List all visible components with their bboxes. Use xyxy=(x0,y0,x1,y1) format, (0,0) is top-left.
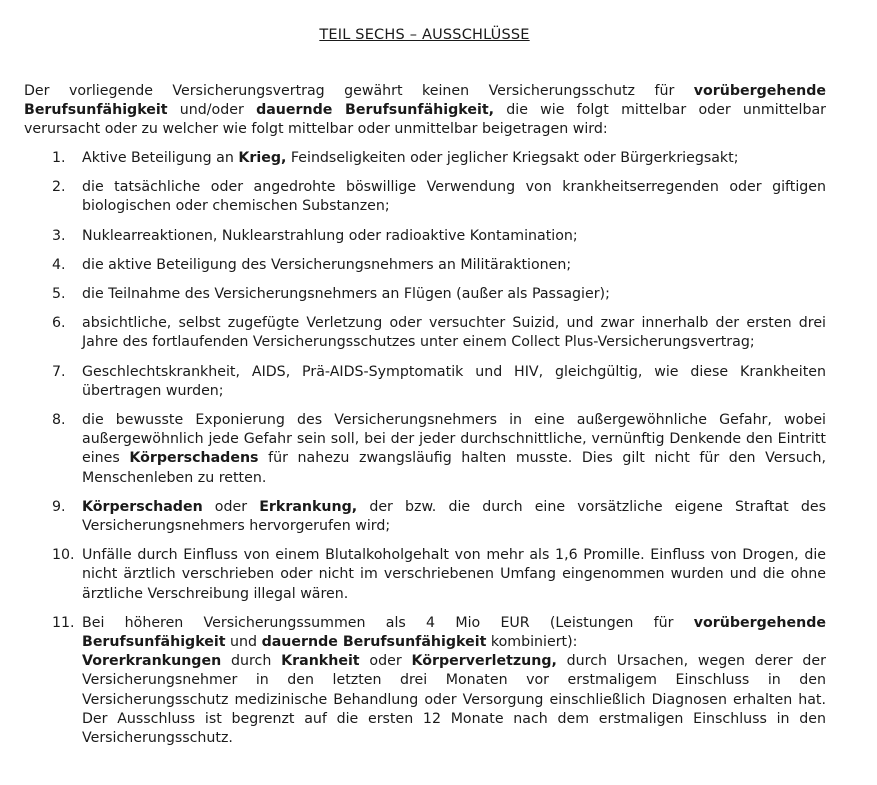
list-item-11 xyxy=(24,614,826,748)
list-item-text: für nahezu zwangsläufig halten musste. Dies gilt nicht für den Versuch, Menschenleben zu retten. xyxy=(82,450,826,486)
list-item-3 xyxy=(24,227,826,246)
list-item-number: 7. xyxy=(52,363,66,380)
list-item-number: 9. xyxy=(52,498,66,515)
list-item-number: 1. xyxy=(52,150,66,166)
list-item-6 xyxy=(24,314,826,352)
list-item-text: die aktive Beteiligung des Versicherungsnehmers an Militäraktionen; xyxy=(82,256,572,273)
list-item-10 xyxy=(24,546,826,604)
exclusion-list xyxy=(24,149,826,748)
list-item-8 xyxy=(24,411,826,488)
list-item-text: absichtliche, selbst zugefügte Verletzung oder versuchter Suizid, und zwar innerhalb der ersten drei Jahre des fortlaufenden Versicherungsschutzes unter einem Collect Plus-Versicherungsvertrag; xyxy=(82,315,826,351)
list-item-bold: Körperverletzung, xyxy=(411,653,557,670)
list-item-paragraph-2 xyxy=(82,652,826,748)
list-item-5 xyxy=(24,285,826,304)
list-item-bold: Vorerkrankungen xyxy=(82,653,222,670)
section-heading: TEIL SECHS – AUSSCHLÜSSE xyxy=(319,27,530,43)
list-item-text: die tatsächliche oder angedrohte böswillige Verwendung von krankheitserregenden oder giftigen biologischen oder chemischen Substanzen; xyxy=(82,179,826,215)
intro-paragraph xyxy=(24,82,826,140)
list-item-text: Feindseligkeiten oder jeglicher Kriegsakt oder Bürgerkriegsakt; xyxy=(286,150,739,166)
list-item-number: 5. xyxy=(52,286,66,303)
list-item-4 xyxy=(24,256,826,275)
list-item-text: kombiniert): xyxy=(486,634,578,651)
list-item-number: 2. xyxy=(52,179,66,196)
intro-bold-1: vorübergehende Berufsunfähigkeit xyxy=(24,83,826,119)
list-item-text: Unfälle durch Einfluss von einem Blutalkoholgehalt von mehr als 1,6 Promille. Einfluss von Drogen, die nicht ärztlich verschrieben oder nicht im verschriebenen Umfang eingenommen wurden und die ohne ärztliche Verschreibung illegal wären. xyxy=(82,547,826,602)
intro-text-1: Der vorliegende Versicherungsvertrag gewährt keinen Versicherungsschutz für xyxy=(24,83,694,99)
list-item-text: die bewusste Exponierung des Versicherungsnehmers in eine außergewöhnliche Gefahr, wobei außergewöhnlich jede Gefahr sein soll, bei der jeder durchschnittliche, vernünftig Denkende den Eintritt eines xyxy=(82,412,826,467)
list-item-text: Nuklearreaktionen, Nuklearstrahlung oder radioaktive Kontamination; xyxy=(82,227,578,244)
list-item-text: und xyxy=(225,634,262,651)
list-item-9 xyxy=(24,498,826,536)
list-item-text: durch xyxy=(221,653,282,670)
intro-text-3: die wie folgt mittelbar oder unmittelbar verursacht oder zu welcher wie folgt mittelbar oder unmittelbar beigetragen wird: xyxy=(24,102,827,138)
list-item-bold: Körperschaden xyxy=(82,498,203,515)
intro-text-2: und/oder xyxy=(167,102,257,119)
list-item-bold: Erkrankung, xyxy=(259,498,358,515)
list-item-number: 4. xyxy=(52,256,66,273)
list-item-bold: dauernde Berufsunfähigkeit xyxy=(261,634,487,651)
list-item-bold: vorübergehende Berufsunfähigkeit xyxy=(82,614,826,651)
list-item-bold: Krieg, xyxy=(238,150,287,166)
intro-bold-2: dauernde Berufsunfähigkeit, xyxy=(256,102,494,119)
list-item-number: 10. xyxy=(52,547,75,564)
list-item-text: oder xyxy=(202,498,260,515)
list-item-text: der bzw. die durch eine vorsätzliche eigene Straftat des Versicherungsnehmers hervorgerufen wird; xyxy=(82,498,826,535)
list-item-text: oder xyxy=(359,653,412,670)
list-item-bold: Körperschadens xyxy=(129,450,259,467)
list-item-number: 11. xyxy=(52,614,75,631)
list-item-number: 3. xyxy=(52,227,66,244)
list-item-text: die Teilnahme des Versicherungsnehmers an Flügen (außer als Passagier); xyxy=(82,286,610,303)
list-item-paragraph-1 xyxy=(82,614,826,652)
list-item-1 xyxy=(24,149,826,168)
list-item-bold: Krankheit xyxy=(281,653,360,670)
list-item-text: Bei höheren Versicherungssummen als 4 Mio EUR (Leistungen für xyxy=(82,614,694,631)
list-item-text: durch Ursachen, wegen derer der Versicherungsnehmer in den letzten drei Monaten vor erstmaligem Einschluss in den Versicherungsschutz medizinische Behandlung oder Versorgung einschließlich Diagnosen erhalten hat. Der Ausschluss ist begrenzt auf die ersten 12 Monate nach dem erstmaligen Einschluss in den Versicherungsschutz. xyxy=(82,653,826,747)
list-item-text: Aktive Beteiligung an xyxy=(82,150,239,166)
list-item-text: Geschlechtskrankheit, AIDS, Prä-AIDS-Symptomatik und HIV, gleichgültig, wie diese Krankheiten übertragen wurden; xyxy=(82,363,826,399)
list-item-number: 6. xyxy=(52,315,66,332)
list-item-2 xyxy=(24,178,826,216)
list-item-7 xyxy=(24,363,826,401)
list-item-number: 8. xyxy=(52,412,66,429)
